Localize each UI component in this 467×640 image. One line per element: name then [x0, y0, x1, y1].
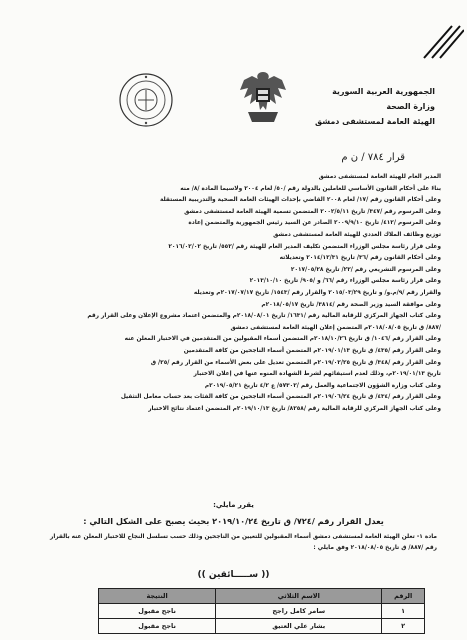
- preamble-line: والقرار رقم /٩/م.و/ و تاريخ ٢٠١٥/٠٣/٢٩ والقرار رقم /١٥٤٣/ تاريخ ٢٠١٧/٠٧/١٧م وتعديله: [193, 289, 441, 296]
- letterhead: [285, 84, 435, 129]
- article-line: مادة ١- تعلن الهيئة العامة لمستشفى دمشق أسماء المقبولين للتعيين من الناجحين وذلك حسب تسلسل النجاح للاختبار المعلن عنه بالقرار: [49, 534, 437, 540]
- preamble-line: وعلى القرار رقم /٤٣٤/ ق تاريخ ٢٠١٩/٠٦/٢٤م المتضمن أسماء الناجحين من كافة الفئات بعد حساب معامل التثقيل: [120, 394, 441, 401]
- cell-number: ٢: [382, 619, 425, 634]
- column-header-number: الرقم: [382, 589, 425, 604]
- results-table: [98, 588, 425, 634]
- preamble-line: تاريخ ٢٠١٩/٠١/١٣م، وذلك لعدم استيفائهم لشرط الشهادة المنوه عنها في إعلان الاختبار: [193, 371, 441, 378]
- cell-number: ١: [382, 604, 425, 619]
- preamble-line: وعلى أحكام القانون رقم /١٧/ لعام ٢٠٠٨ القاضي بإحداث الهيئات العامة الصحية والتدريبية المستقلة: [160, 197, 441, 204]
- cell-result: ناجح مقبول: [99, 604, 216, 619]
- preamble-line: وعلى المرسوم رقم /٣٤٧/ تاريخ ٢٠٠٢/٥/١١ المتضمن تسمية الهيئة العامة لمستشفى دمشق: [184, 208, 441, 215]
- preamble-line: وعلى القرار رقم /٣٤٨/ ق تاريخ ٢٠١٩/٠٢/٢٥م المتضمن تعديل على بعض الأسماء من القرار رقم /٢٥/ ق: [150, 359, 441, 366]
- hospital-seal-icon: [118, 72, 174, 128]
- preamble-line: وعلى موافقة السيد وزير الصحة رقم /٣٨١٤/ تاريخ ٢٠١٨/٠٥/١٧م: [261, 301, 441, 308]
- preamble-body: [18, 172, 441, 415]
- preamble-line: وعلى القرار رقم /١٠٤٦/ ق تاريخ ٢٠١٨/١٠/٢٦م المتضمن أسماء المقبولين من المتقدمين في الاختبار المعلن عنه: [124, 336, 441, 343]
- cell-result: ناجح مقبول: [99, 619, 216, 634]
- preamble-line: وعلى القرار رقم /٤٣٥/ ق تاريخ ٢٠١٩/٠١/١٣م المتضمن أسماء الناجحين من كافة المتقدمين: [183, 347, 441, 354]
- section-title: (( ســـــائقين )): [197, 570, 270, 580]
- preamble-line: وعلى كتاب الجهاز المركزي للرقابة المالية رقم /٨٢٥٨/ تاريخ ٢٠١٩/١٠/١٣م المتضمن اعتماد نتائج الاختبار: [148, 405, 441, 412]
- decision-number: قرار ٧٨٤ / ن م: [341, 152, 405, 163]
- preamble-line: توزيع وظائف الملاك العددي للهيئة العامة لمستشفى دمشق: [273, 231, 441, 238]
- letterhead-line: الهيئة العامة لمستشفى دمشق: [314, 117, 435, 126]
- preamble-line: وعلى أحكام القانون رقم /٣٦/ تاريخ ٢٠١٤/١٢/٣١ وتعديلاته: [279, 255, 441, 262]
- cell-name: بشار علي العتيق: [216, 619, 382, 634]
- preamble-line: وعلى المرسوم /٤١٢/ تاريخ ٢٠٠٩/٩/١٠ الصادر عن السيد رئيس الجمهورية والمتضمن إعادة: [188, 220, 441, 227]
- article-one: [24, 532, 437, 554]
- preamble-line: وعلى كتاب الجهاز المركزي للرقابة المالية رقم /١٦٣١/ تاريخ ٢٠١٨/٠٨/٠١م والمتضمن اعتماد مشروع الإعلان وعلى القرار رقم: [87, 313, 441, 320]
- column-header-name: الاسم الثلاثي: [216, 589, 382, 604]
- table-row: [99, 619, 425, 634]
- preamble-line: وعلى قرار رئاسة مجلس الوزراء المتضمن تكليف المدير العام للهيئة رقم /٥٥٢/ تاريخ ٢٠١٦/٠٢/٠٢: [168, 243, 441, 250]
- syrian-eagle-emblem-icon: [238, 66, 288, 128]
- letterhead-line: وزارة الصحة: [386, 102, 435, 111]
- table-header-row: [99, 589, 425, 604]
- preamble-line: بناءً على أحكام القانون الأساسي للعاملين بالدولة رقم /٥٠/ لعام ٢٠٠٤ ولاسيما المادة /٨/ منه: [180, 185, 441, 192]
- letterhead-line: الجمهورية العربية السورية: [332, 87, 435, 96]
- table-row: [99, 604, 425, 619]
- preamble-line: وعلى كتاب وزارة الشؤون الاجتماعية والعمل رقم /٥٧٣٠٢/ ع ٤/٢ تاريخ ٢٠١٩/٠٥/٢١م: [204, 382, 441, 389]
- decides-heading: يقرر مايلي:: [213, 501, 254, 509]
- column-header-result: النتيجة: [99, 589, 216, 604]
- preamble-line: /٨٨٧/ ق تاريخ ٢٠١٨/٠٨/٠٥م المتضمن إعلان الهيئة العامة لمستشفى دمشق: [230, 324, 441, 331]
- preamble-line: المدير العام للهيئة العامة لمستشفى دمشق: [318, 174, 441, 180]
- preamble-line: وعلى المرسوم التشريعي رقم /٢٢/ تاريخ ٢٠١٧/٠٥/٢٨: [290, 266, 441, 273]
- preamble-line: وعلى قرار رئاسة مجلس الوزراء رقم /٦٦/ و /٩٠٥/ تاريخ ٢٠١٣/١٠/١٠: [249, 278, 441, 285]
- article-line: رقم /٨٨٧/ ق تاريخ ٢٠١٨/٠٨/٠٥ وفق مايلي :: [313, 545, 437, 551]
- corner-hatch-marks: [418, 20, 464, 60]
- cell-name: سامر كامل راجح: [216, 604, 382, 619]
- amendment-heading: يعدل القرار رقم /٧٢٤/ ق تاريخ ٢٠١٩/١٠/٢٤ بحيث يصبح على الشكل التالي :: [83, 516, 384, 526]
